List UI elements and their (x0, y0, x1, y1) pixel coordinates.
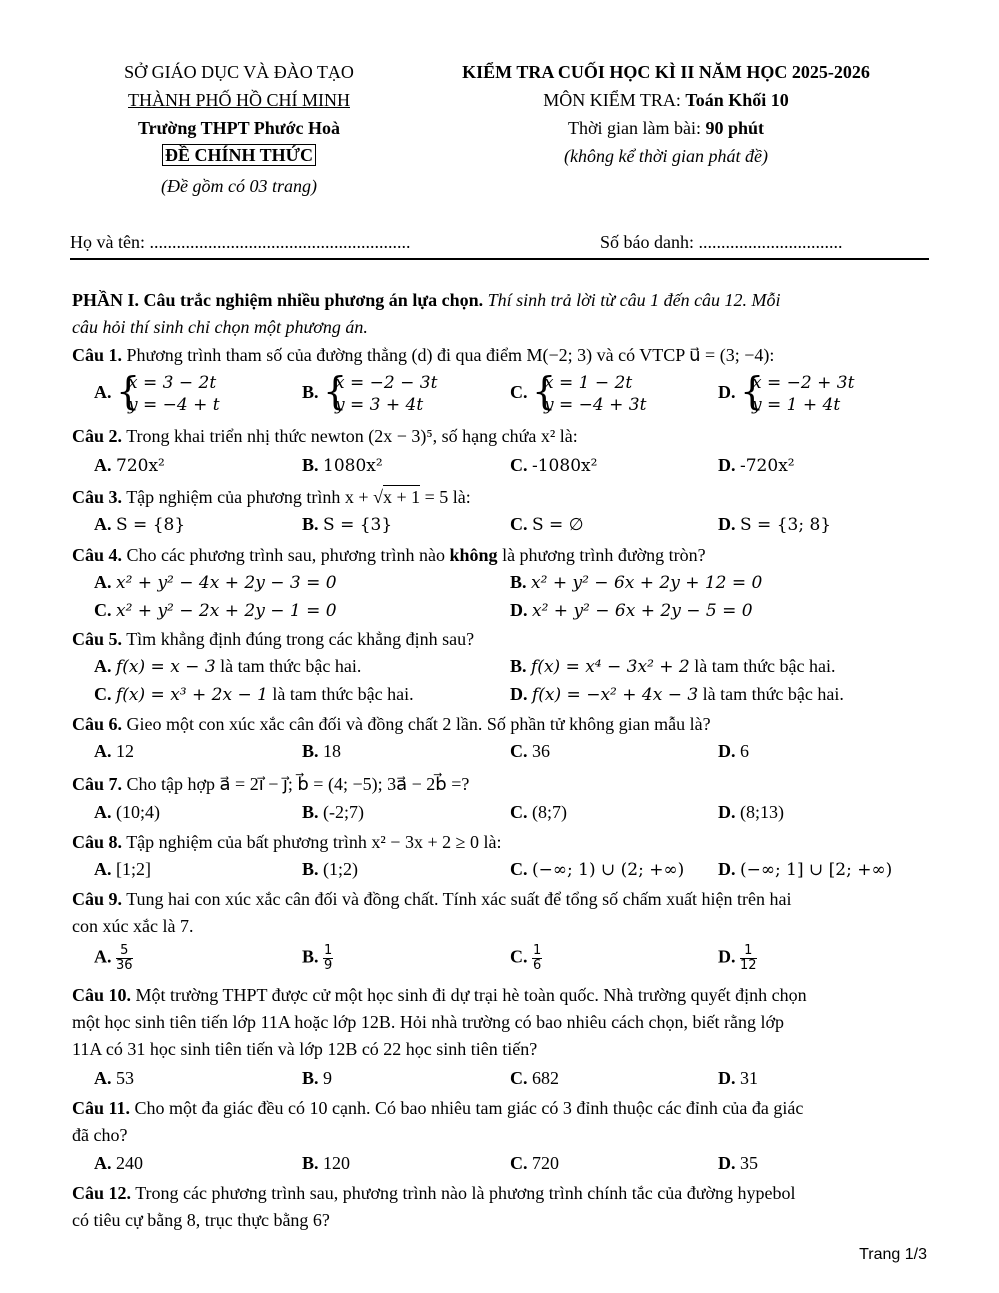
option-text: (−∞; 1) ∪ (2; +∞) (532, 860, 685, 880)
part1-instruction-2: câu hỏi thí sinh chỉ chọn một phương án. (72, 317, 368, 337)
fraction (740, 944, 757, 973)
q8-text: Tập nghiệm của bất phương trình x² − 3x + 2 ≥ 0 là: (122, 832, 502, 852)
q2-option-a[interactable] (94, 456, 165, 475)
time-note: (không kể thời gian phát đề) (563, 146, 769, 166)
option-label: D. (718, 859, 740, 879)
q10-option-a[interactable] (94, 1069, 134, 1087)
q8-option-c[interactable] (510, 860, 684, 879)
q6-option-b[interactable] (302, 742, 341, 760)
question-11 (72, 1095, 932, 1149)
option-label: A. (94, 802, 116, 822)
q4-text-post: là phương trình đường tròn? (497, 545, 706, 565)
q9-option-a[interactable] (94, 944, 133, 973)
q5-option-c[interactable] (94, 685, 414, 704)
option-label: B. (302, 1153, 324, 1173)
q3-option-d[interactable] (718, 515, 831, 534)
q6-label: Câu 6. (72, 714, 123, 734)
q11-label: Câu 11. (72, 1098, 131, 1118)
subject-label: MÔN KIỂM TRA: (543, 90, 686, 110)
q4-option-d[interactable] (510, 601, 753, 620)
q10-option-d[interactable] (718, 1069, 758, 1087)
q3-text-pre: Tập nghiệm của phương trình x + (122, 487, 374, 507)
system-line: y = −4 + 3t (544, 395, 647, 415)
option-label: D. (718, 802, 740, 822)
option-text: S = {3; 8} (740, 515, 832, 535)
fraction-numerator: 1 (324, 943, 333, 958)
option-label: A. (94, 946, 116, 967)
option-text: S = {8} (116, 515, 186, 535)
q6-option-a[interactable] (94, 742, 134, 760)
option-label: D. (718, 946, 740, 967)
id-label: Số báo danh: (600, 232, 699, 252)
option-label: C. (94, 600, 116, 620)
option-text: 31 (740, 1068, 758, 1088)
option-label: B. (302, 802, 324, 822)
option-math: f(x) = x³ + 2x − 1 (116, 685, 268, 705)
option-text: là tam thức bậc hai. (698, 684, 844, 704)
question-4 (72, 542, 932, 569)
option-label: B. (510, 572, 532, 592)
question-8 (72, 829, 932, 856)
option-label: C. (510, 1068, 532, 1088)
q6-option-c[interactable] (510, 742, 550, 760)
param-system: { x = −2 − 3t y = 3 + 4t (323, 369, 438, 415)
option-text: 1080x² (323, 456, 383, 476)
dept-line2: THÀNH PHỐ HỒ CHÍ MINH (128, 90, 350, 110)
option-label: B. (302, 514, 324, 534)
question-5 (72, 626, 932, 653)
q12-text-1: Trong các phương trình sau, phương trình nào là phương trình chính tắc của đường hypebol (131, 1183, 796, 1203)
option-label: A. (94, 859, 116, 879)
option-text: S = {3} (323, 515, 393, 535)
q2-label: Câu 2. (72, 426, 123, 446)
option-text: (10;4) (116, 802, 160, 822)
q5-option-d[interactable] (510, 685, 844, 704)
q11-text-2: đã cho? (72, 1125, 128, 1145)
q3-label: Câu 3. (72, 487, 123, 507)
page-number: Trang 1/3 (859, 1246, 927, 1263)
option-text: 6 (740, 741, 749, 761)
option-label: C. (510, 802, 532, 822)
header-divider (70, 258, 929, 260)
q11-option-c[interactable] (510, 1154, 559, 1172)
option-label: D. (510, 600, 532, 620)
q1-label: Câu 1. (72, 345, 123, 365)
param-system: { x = 3 − 2t y = −4 + t (116, 369, 220, 415)
option-text: x² + y² − 2x + 2y − 1 = 0 (116, 601, 337, 621)
option-label: B. (510, 656, 532, 676)
fraction-denominator: 36 (116, 958, 133, 973)
system-line: x = 3 − 2t (128, 373, 217, 393)
option-text: 720x² (116, 456, 165, 476)
option-text: (8;7) (532, 802, 567, 822)
q1-option-a[interactable] (94, 369, 220, 416)
option-label: A. (94, 382, 116, 403)
fraction-numerator: 1 (740, 944, 757, 959)
option-label: B. (302, 1068, 324, 1088)
time-label: Thời gian làm bài: (567, 118, 706, 138)
option-label: D. (510, 684, 532, 704)
q1-option-b[interactable] (302, 369, 438, 416)
q9-option-d[interactable] (718, 944, 757, 973)
q1-option-d[interactable] (718, 369, 855, 416)
q2-option-b[interactable] (302, 456, 383, 475)
q9-text-1: Tung hai con xúc xắc cân đối và đồng chất. Tính xác suất để tổng số chấm xuất hiện trên hai (122, 889, 792, 909)
system-line: y = −4 + t (128, 395, 220, 415)
pages-note: (Đề gồm có 03 trang) (161, 176, 317, 196)
param-system: { x = −2 + 3t y = 1 + 4t (740, 369, 855, 415)
question-7 (72, 771, 932, 798)
option-text: x² + y² − 6x + 2y + 12 = 0 (531, 573, 763, 593)
option-math: f(x) = x − 3 (116, 657, 216, 677)
q9-option-b[interactable] (302, 944, 333, 973)
part1-title: PHẦN I. Câu trắc nghiệm nhiều phương án lựa chọn. (72, 290, 484, 310)
official-label: ĐỀ CHÍNH THỨC (162, 144, 316, 166)
q7-option-d[interactable] (718, 803, 784, 821)
option-label: C. (510, 514, 532, 534)
q2-option-c[interactable] (510, 456, 597, 475)
option-label: A. (94, 572, 116, 592)
option-label: D. (718, 382, 740, 403)
q10-option-c[interactable] (510, 1069, 559, 1087)
option-label: B. (302, 741, 324, 761)
option-label: A. (94, 1068, 116, 1088)
option-label: C. (510, 382, 532, 403)
system-line: y = 1 + 4t (752, 395, 841, 415)
q11-option-d[interactable] (718, 1154, 758, 1172)
option-label: D. (718, 1068, 740, 1088)
option-label: C. (510, 946, 532, 967)
question-6 (72, 711, 932, 738)
name-label: Họ và tên: (70, 232, 150, 252)
q3-text-post: = 5 là: (420, 487, 471, 507)
q8-option-b[interactable] (302, 860, 358, 878)
q10-text-3: 11A có 31 học sinh tiên tiến và lớp 12B có 22 học sinh tiên tiến? (72, 1039, 538, 1059)
q3-option-b[interactable] (302, 515, 392, 534)
q10-option-b[interactable] (302, 1069, 332, 1087)
option-label: C. (94, 684, 116, 704)
option-text: 720 (532, 1153, 559, 1173)
option-label: C. (510, 741, 532, 761)
q11-text-1: Cho một đa giác đều có 10 cạnh. Có bao nhiêu tam giác có 3 đỉnh thuộc các đỉnh của đa giác (130, 1098, 804, 1118)
option-text: (8;13) (740, 802, 784, 822)
option-math: f(x) = −x² + 4x − 3 (532, 685, 699, 705)
q1-option-c[interactable] (510, 369, 647, 416)
option-label: B. (302, 455, 324, 475)
option-label: D. (718, 514, 740, 534)
option-text: x² + y² − 6x + 2y − 5 = 0 (532, 601, 753, 621)
student-name-row (70, 233, 410, 251)
q4-text-pre: Cho các phương trình sau, phương trình nào (122, 545, 450, 565)
part1-heading (72, 287, 932, 341)
option-label: B. (302, 382, 324, 403)
param-system: { x = 1 − 2t y = −4 + 3t (532, 369, 647, 415)
q9-option-c[interactable] (510, 944, 542, 973)
fraction (116, 944, 133, 973)
q8-option-a[interactable] (94, 860, 151, 878)
option-label: A. (94, 741, 116, 761)
q12-label: Câu 12. (72, 1183, 132, 1203)
q6-text: Gieo một con xúc xắc cân đối và đồng chất 2 lần. Số phần tử không gian mẫu là? (122, 714, 711, 734)
q11-option-b[interactable] (302, 1154, 350, 1172)
q9-label: Câu 9. (72, 889, 123, 909)
option-text: là tam thức bậc hai. (689, 656, 836, 676)
system-line: x = −2 − 3t (335, 373, 438, 393)
question-2 (72, 423, 932, 450)
question-10 (72, 982, 932, 1063)
option-label: A. (94, 455, 116, 475)
q2-text: Trong khai triển nhị thức newton (2x − 3)⁵, số hạng chứa x² là: (122, 426, 578, 446)
fraction-numerator: 5 (116, 944, 133, 959)
subject-value: Toán Khối 10 (685, 90, 789, 110)
fraction-denominator: 12 (740, 958, 757, 973)
q10-text-1: Một trường THPT được cử một học sinh đi dự trại hè toàn quốc. Nhà trường quyết định chọn (131, 985, 807, 1005)
option-label: C. (510, 1153, 532, 1173)
option-text: 682 (532, 1068, 559, 1088)
name-field[interactable]: .......................................................... (149, 232, 411, 252)
q9-text-2: con xúc xắc là 7. (72, 916, 194, 936)
option-label: D. (718, 455, 740, 475)
fraction (532, 944, 542, 973)
exam-title: KIỂM TRA CUỐI HỌC KÌ II NĂM HỌC 2025-2026 (462, 62, 870, 82)
q5-option-b[interactable] (510, 657, 835, 676)
q3-option-a[interactable] (94, 515, 185, 534)
dept-line1: SỞ GIÁO DỤC VÀ ĐÀO TẠO (124, 62, 354, 82)
q4-option-a[interactable] (94, 573, 337, 592)
student-id-row (600, 233, 843, 251)
option-label: A. (94, 514, 116, 534)
id-field[interactable]: ................................ (698, 232, 843, 252)
q7-label: Câu 7. (72, 774, 123, 794)
q3-sqrt: x + 1 (382, 487, 421, 507)
q4-label: Câu 4. (72, 545, 123, 565)
option-label: D. (718, 741, 740, 761)
q12-text-2: có tiêu cự bằng 8, trục thực bằng 6? (72, 1210, 330, 1230)
q4-text-bold: không (449, 545, 498, 565)
option-text: 36 (532, 741, 550, 761)
option-text: là tam thức bậc hai. (267, 684, 414, 704)
q7-option-a[interactable] (94, 803, 160, 821)
fraction-denominator: 9 (324, 958, 333, 973)
option-text: -1080x² (532, 456, 598, 476)
q7-option-c[interactable] (510, 803, 567, 821)
option-text: S = ∅ (532, 515, 584, 535)
system-line: x = 1 − 2t (544, 373, 633, 393)
question-12 (72, 1180, 932, 1234)
option-label: D. (718, 1153, 740, 1173)
option-text: -720x² (740, 456, 795, 476)
time-line (420, 119, 912, 137)
option-text: 35 (740, 1153, 758, 1173)
q4-option-b[interactable] (510, 573, 762, 592)
q5-label: Câu 5. (72, 629, 123, 649)
q11-option-a[interactable] (94, 1154, 143, 1172)
option-text: 9 (323, 1068, 333, 1088)
option-text: 53 (116, 1068, 134, 1088)
time-value: 90 phút (705, 118, 765, 138)
q1-text: Phương trình tham số của đường thẳng (d) đi qua điểm M(−2; 3) và có VTCP u⃗ = (3; −4): (122, 345, 775, 365)
option-math: f(x) = x⁴ − 3x² + 2 (531, 657, 690, 677)
q2-option-d[interactable] (718, 456, 795, 475)
option-label: B. (302, 859, 324, 879)
option-text: 18 (323, 741, 342, 761)
q6-option-d[interactable] (718, 742, 749, 760)
fraction-denominator: 6 (533, 958, 542, 973)
option-label: B. (302, 946, 324, 967)
option-text: [1;2] (116, 859, 151, 879)
q7-option-b[interactable] (302, 803, 364, 821)
option-label: A. (94, 656, 116, 676)
school-name: Trường THPT Phước Hoà (137, 118, 341, 138)
q5-option-a[interactable] (94, 657, 361, 676)
option-text: (1;2) (323, 859, 359, 879)
q10-label: Câu 10. (72, 985, 132, 1005)
subject-line (420, 91, 912, 109)
option-text: 120 (323, 1153, 351, 1173)
q8-label: Câu 8. (72, 832, 123, 852)
option-label: C. (510, 859, 532, 879)
q3-option-c[interactable] (510, 515, 584, 534)
option-label: C. (510, 455, 532, 475)
option-text: 240 (116, 1153, 143, 1173)
system-line: y = 3 + 4t (335, 395, 424, 415)
q8-option-d[interactable] (718, 860, 892, 879)
option-text: là tam thức bậc hai. (215, 656, 362, 676)
q4-option-c[interactable] (94, 601, 337, 620)
fraction-numerator: 1 (533, 943, 542, 958)
q5-text: Tìm khẳng định đúng trong các khẳng định sau? (122, 629, 475, 649)
official-stamp (98, 146, 380, 164)
question-3: Câu 3. Tập nghiệm của phương trình x + √x + 1 = 5 là: (72, 487, 471, 507)
q7-text: Cho tập hợp a⃗ = 2i⃗ − j⃗; b⃗ = (4; −5); 3a⃗ − 2b⃗ =? (122, 774, 470, 794)
option-text: (-2;7) (323, 802, 364, 822)
system-line: x = −2 + 3t (752, 373, 855, 393)
question-1 (72, 342, 932, 369)
q10-text-2: một học sinh tiên tiến lớp 11A hoặc lớp 12B. Hỏi nhà trường có bao nhiêu cách chọn, biết rằng lớp (72, 1012, 785, 1032)
part1-instruction-1: Thí sinh trả lời từ câu 1 đến câu 12. Mỗi (483, 290, 781, 310)
question-9 (72, 886, 932, 940)
option-label: A. (94, 1153, 116, 1173)
option-text: x² + y² − 4x + 2y − 3 = 0 (116, 573, 337, 593)
fraction (323, 944, 333, 973)
option-text: 12 (116, 741, 134, 761)
option-text: (−∞; 1] ∪ [2; +∞) (740, 860, 893, 880)
